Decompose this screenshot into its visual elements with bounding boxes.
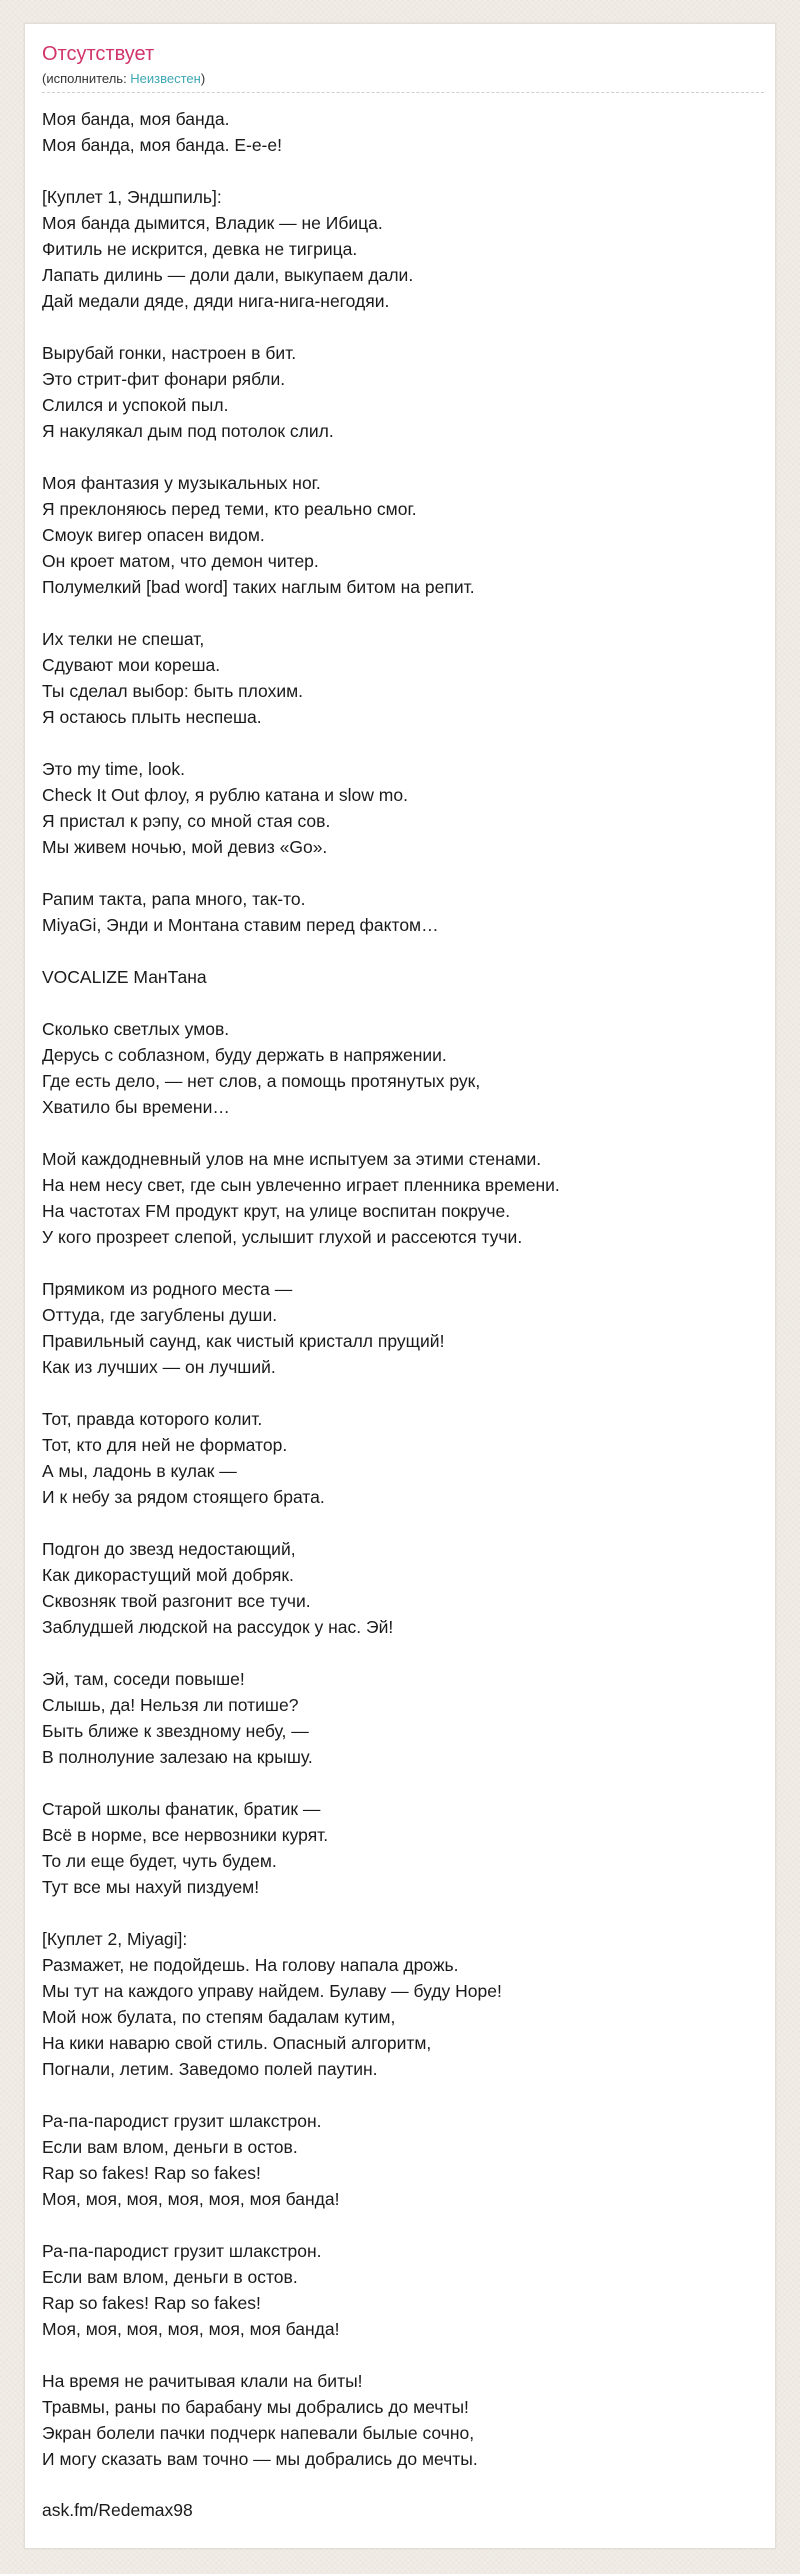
lyrics-line: Как дикорастущий мой добряк. [42, 1565, 294, 1585]
lyrics-stanza [42, 106, 762, 158]
lyrics-line: И к небу за рядом стоящего брата. [42, 1487, 325, 1507]
lyrics-line: Моя банда дымится, Владик — не Ибица. [42, 213, 383, 233]
lyrics-stanza [42, 1536, 762, 1640]
lyrics-stanza [42, 340, 762, 444]
lyrics-line: Быть ближе к звездному небу, — [42, 1721, 309, 1741]
lyrics-line: Мой нож булата, по степям бадалам кутим, [42, 2007, 396, 2027]
lyrics-line: А мы, ладонь в кулак — [42, 1461, 237, 1481]
lyrics-stanza [42, 1796, 762, 1900]
lyrics-stanza [42, 2368, 762, 2472]
lyrics-line: На кики наварю свой стиль. Опасный алгоритм, [42, 2033, 432, 2053]
lyrics-stanza [42, 1276, 762, 1380]
lyrics-line: То ли еще будет, чуть будем. [42, 1851, 277, 1871]
source-link[interactable]: ask.fm/Redemax98 [42, 2500, 193, 2520]
lyrics-line: Размажет, не подойдешь. На голову напала дрожь. [42, 1955, 459, 1975]
lyrics-line: У кого прозреет слепой, услышит глухой и рассеются тучи. [42, 1227, 523, 1247]
lyrics-line: [Куплет 2, Miyagi]: [42, 1929, 188, 1949]
lyrics-line: Травмы, раны по барабану мы добрались до мечты! [42, 2397, 469, 2417]
lyrics-line: Правильный саунд, как чистый кристалл прущий! [42, 1331, 445, 1351]
lyrics-stanza [42, 886, 762, 938]
lyrics-line: И могу сказать вам точно — мы добрались до мечты. [42, 2449, 478, 2469]
lyrics-line: Старой школы фанатик, братик — [42, 1799, 321, 1819]
lyrics-line: Слился и успокой пыл. [42, 395, 229, 415]
lyrics-line: Хватило бы времени… [42, 1097, 230, 1117]
lyrics-stanza [42, 964, 762, 990]
lyrics-line: Я преклоняюсь перед теми, кто реально смог. [42, 499, 417, 519]
lyrics-line: Моя фантазия у музыкальных ног. [42, 473, 321, 493]
lyrics-line: Ра-па-пародист грузит шлакстрон. [42, 2241, 322, 2261]
lyrics-line: Фитиль не искрится, девка не тигрица. [42, 239, 358, 259]
artist-link[interactable]: Неизвестен [130, 71, 201, 86]
lyrics-line: Rap so fakes! Rap so fakes! [42, 2163, 261, 2183]
lyrics-stanza [42, 626, 762, 730]
lyrics-line: Полумелкий [bad word] таких наглым битом на репит. [42, 577, 475, 597]
lyrics-line: Check It Out флоу, я рублю катана и slow mo. [42, 785, 408, 805]
lyrics-line: Rap so fakes! Rap so fakes! [42, 2293, 261, 2313]
artist-suffix: ) [200, 71, 206, 86]
lyrics-line: Это стрит-фит фонари рябли. [42, 369, 286, 389]
lyrics-line: Я накулякал дым под потолок слил. [42, 421, 334, 441]
song-title: Отсутствует [42, 43, 155, 65]
lyrics-line: Ты сделал выбор: быть плохим. [42, 681, 304, 701]
lyrics-stanza [42, 2108, 762, 2212]
lyrics-line: Я пристал к рэпу, со мной стая сов. [42, 811, 331, 831]
lyrics-stanza [42, 1666, 762, 1770]
lyrics-line: MiyaGi, Энди и Монтана ставим перед фактом… [42, 915, 439, 935]
lyrics-line: Тот, кто для ней не форматор. [42, 1435, 288, 1455]
lyrics-line: На время не рачитывая клали на биты! [42, 2371, 363, 2391]
lyrics-line: Оттуда, где загублены души. [42, 1305, 278, 1325]
lyrics-stanza [42, 1146, 762, 1250]
lyrics-line: Он кроет матом, что демон читер. [42, 551, 319, 571]
lyrics-line: Дерусь с соблазном, буду держать в напряжении. [42, 1045, 447, 1065]
lyrics-line: Я остаюсь плыть неспеша. [42, 707, 262, 727]
lyrics-line: Рапим такта, рапа много, так-то. [42, 889, 306, 909]
lyrics-line: Тут все мы нахуй пиздуем! [42, 1877, 260, 1897]
lyrics-line: Сколько светлых умов. [42, 1019, 230, 1039]
lyrics-stanza [42, 184, 762, 314]
lyrics-stanza [42, 1406, 762, 1510]
lyrics-stanza [42, 2238, 762, 2342]
lyrics-line: Подгон до звезд недостающий, [42, 1539, 296, 1559]
lyrics-line: Прямиком из родного места — [42, 1279, 293, 1299]
lyrics-line: Моя банда, моя банда. Е-е-е! [42, 135, 282, 155]
lyrics-line: Их телки не спешат, [42, 629, 205, 649]
lyrics-stanza [42, 756, 762, 860]
lyrics-line: Где есть дело, — нет слов, а помощь протянутых рук, [42, 1071, 481, 1091]
lyrics-stanza [42, 1016, 762, 1120]
lyrics-text [42, 106, 762, 2498]
lyrics-card [24, 23, 776, 2549]
lyrics-line: Ра-па-пародист грузит шлакстрон. [42, 2111, 322, 2131]
lyrics-line: Экран болели пачки подчерк напевали былые сочно, [42, 2423, 475, 2443]
lyrics-line: [Куплет 1, Эндшпиль]: [42, 187, 222, 207]
lyrics-stanza [42, 1926, 762, 2082]
lyrics-line: Эй, там, соседи повыше! [42, 1669, 245, 1689]
artist-prefix: (исполнитель: [42, 71, 131, 86]
lyrics-line: Лапать дилинь — доли дали, выкупаем дали. [42, 265, 414, 285]
lyrics-line: Дай медали дяде, дяди нига-нига-негодяи. [42, 291, 390, 311]
lyrics-line: Сквозняк твой разгонит все тучи. [42, 1591, 311, 1611]
lyrics-line: Мы тут на каждого управу найдем. Булаву — буду Hope! [42, 1981, 502, 2001]
lyrics-line: Слышь, да! Нельзя ли потише? [42, 1695, 299, 1715]
lyrics-line: Мы живем ночью, мой девиз «Go». [42, 837, 328, 857]
lyrics-stanza [42, 470, 762, 600]
lyrics-line: VOCALIZE МанТана [42, 967, 207, 987]
lyrics-line: Всё в норме, все нервозники курят. [42, 1825, 329, 1845]
lyrics-line: На частотах FM продукт крут, на улице воспитан покруче. [42, 1201, 511, 1221]
lyrics-line: Моя, моя, моя, моя, моя, моя банда! [42, 2319, 340, 2339]
header-divider [42, 92, 764, 93]
lyrics-line: Сдувают мои кореша. [42, 655, 221, 675]
lyrics-line: Если вам влом, деньги в остов. [42, 2267, 298, 2287]
artist-line [42, 71, 205, 87]
lyrics-line: Мой каждодневный улов на мне испытуем за этими стенами. [42, 1149, 542, 1169]
lyrics-line: Вырубай гонки, настроен в бит. [42, 343, 297, 363]
lyrics-line: Моя банда, моя банда. [42, 109, 230, 129]
lyrics-line: На нем несу свет, где сын увлеченно играет пленника времени. [42, 1175, 560, 1195]
lyrics-line: Это my time, look. [42, 759, 185, 779]
lyrics-line: Заблудшей людской на рассудок у нас. Эй! [42, 1617, 394, 1637]
lyrics-line: Если вам влом, деньги в остов. [42, 2137, 298, 2157]
lyrics-line: Как из лучших — он лучший. [42, 1357, 276, 1377]
lyrics-line: Погнали, летим. Заведомо полей паутин. [42, 2059, 378, 2079]
lyrics-line: Моя, моя, моя, моя, моя, моя банда! [42, 2189, 340, 2209]
lyrics-line: Смоук вигер опасен видом. [42, 525, 265, 545]
lyrics-line: В полнолуние залезаю на крышу. [42, 1747, 313, 1767]
lyrics-line: Тот, правда которого колит. [42, 1409, 263, 1429]
